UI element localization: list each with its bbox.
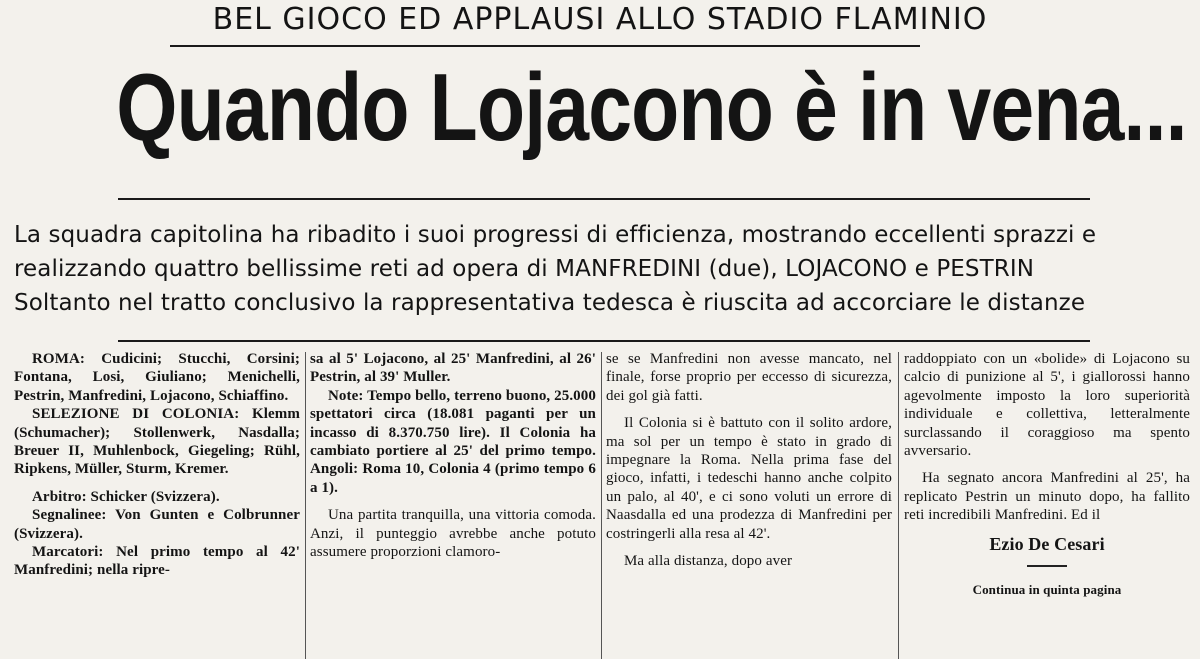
article-columns bbox=[14, 350, 1200, 659]
match-notes: Note: Tempo bello, terreno buono, 25.000 spettatori circa (18.081 paganti per un incasso di 8.370.750 lire). Il Colonia ha cambiato portiere al 25' del primo tempo. Angoli: Roma 10, Colonia 4 (primo tempo 6 a 1). bbox=[310, 387, 596, 496]
deck-line-3: Soltanto nel tratto conclusivo la rappresentativa tedesca è riuscita ad accorciare le distanze bbox=[14, 290, 1086, 316]
body-paragraph-3-cont: raddoppiato con un «bolide» di Lojacono su calcio di punizione al 5', i giallorossi hanno agevolmente imposto la loro superiorità individuale e collettiva, letteralmente surclassando il coraggioso ma spento avversario. bbox=[904, 351, 1190, 460]
article-column-4 bbox=[904, 350, 1190, 659]
article-column-1 bbox=[14, 350, 300, 659]
deck-line-1: La squadra capitolina ha ribadito i suoi progressi di efficienza, mostrando eccellenti sprazzi e bbox=[14, 222, 1097, 248]
scorers-continued: sa al 5' Lojacono, al 25' Manfredini, al 26' Pestrin, al 39' Muller. bbox=[310, 351, 596, 386]
body-paragraph-1: Una partita tranquilla, una vittoria comoda. Anzi, il punteggio avrebbe anche potuto assumere proporzioni clamoro- bbox=[310, 507, 596, 561]
deck-subheadline bbox=[14, 218, 1190, 320]
deck-line-2: realizzando quattro bellissime reti ad opera di MANFREDINI (due), LOJACONO e PESTRIN bbox=[14, 256, 1035, 282]
article-column-3 bbox=[606, 350, 892, 659]
article-column-2 bbox=[310, 350, 596, 659]
lineup-colonia: SELEZIONE DI COLONIA: Klemm (Schumacher); Stollenwerk, Nasdalla; Breuer II, Muhlenbock, Giegeling; Rühl, Ripkens, Müller, Sturm, Kremer. bbox=[14, 406, 300, 478]
scorers-start: Marcatori: Nel primo tempo al 42' Manfredini; nella ripre- bbox=[14, 544, 300, 579]
kicker-rule bbox=[170, 45, 920, 47]
main-headline: Quando Lojacono è in vena... bbox=[116, 54, 1187, 161]
headline-rule bbox=[118, 198, 1090, 200]
referee: Arbitro: Schicker (Svizzera). bbox=[32, 488, 220, 505]
deck-rule bbox=[118, 340, 1090, 342]
kicker-headline: BEL GIOCO ED APPLAUSI ALLO STADIO FLAMINIO bbox=[212, 2, 988, 37]
lineup-roma: ROMA: Cudicini; Stucchi, Corsini; Fontana, Losi, Giuliano; Menichelli, Pestrin, Manfredini, Lojacono, Schiaffino. bbox=[14, 351, 300, 404]
linesmen: Segnalinee: Von Gunten e Colbrunner (Svizzera). bbox=[14, 507, 300, 542]
continued-note: Continua in quinta pagina bbox=[972, 582, 1122, 598]
body-paragraph-3: Ma alla distanza, dopo aver bbox=[624, 553, 793, 570]
body-paragraph-1-cont: se se Manfredini non avesse mancato, nel finale, forse proprio per eccesso di sicurezza, dei gol già fatti. bbox=[606, 351, 892, 404]
body-paragraph-4: Ha segnato ancora Manfredini al 25', ha replicato Pestrin un minuto dopo, ha fallito reti incredibili Manfredini. Ed il bbox=[904, 470, 1190, 524]
byline: Ezio De Cesari bbox=[989, 533, 1105, 554]
byline-rule bbox=[1027, 565, 1067, 567]
body-paragraph-2: Il Colonia si è battuto con il solito ardore, ma sol per un tempo è stato in grado di impegnare la Roma. Nella prima fase del gioco, infatti, i tedeschi hanno anche colpito un palo, al 40', e ci sono voluti un errore di Naasdalla ed una prodezza di Manfredini per costringerli alla resa al 42'. bbox=[606, 415, 892, 542]
